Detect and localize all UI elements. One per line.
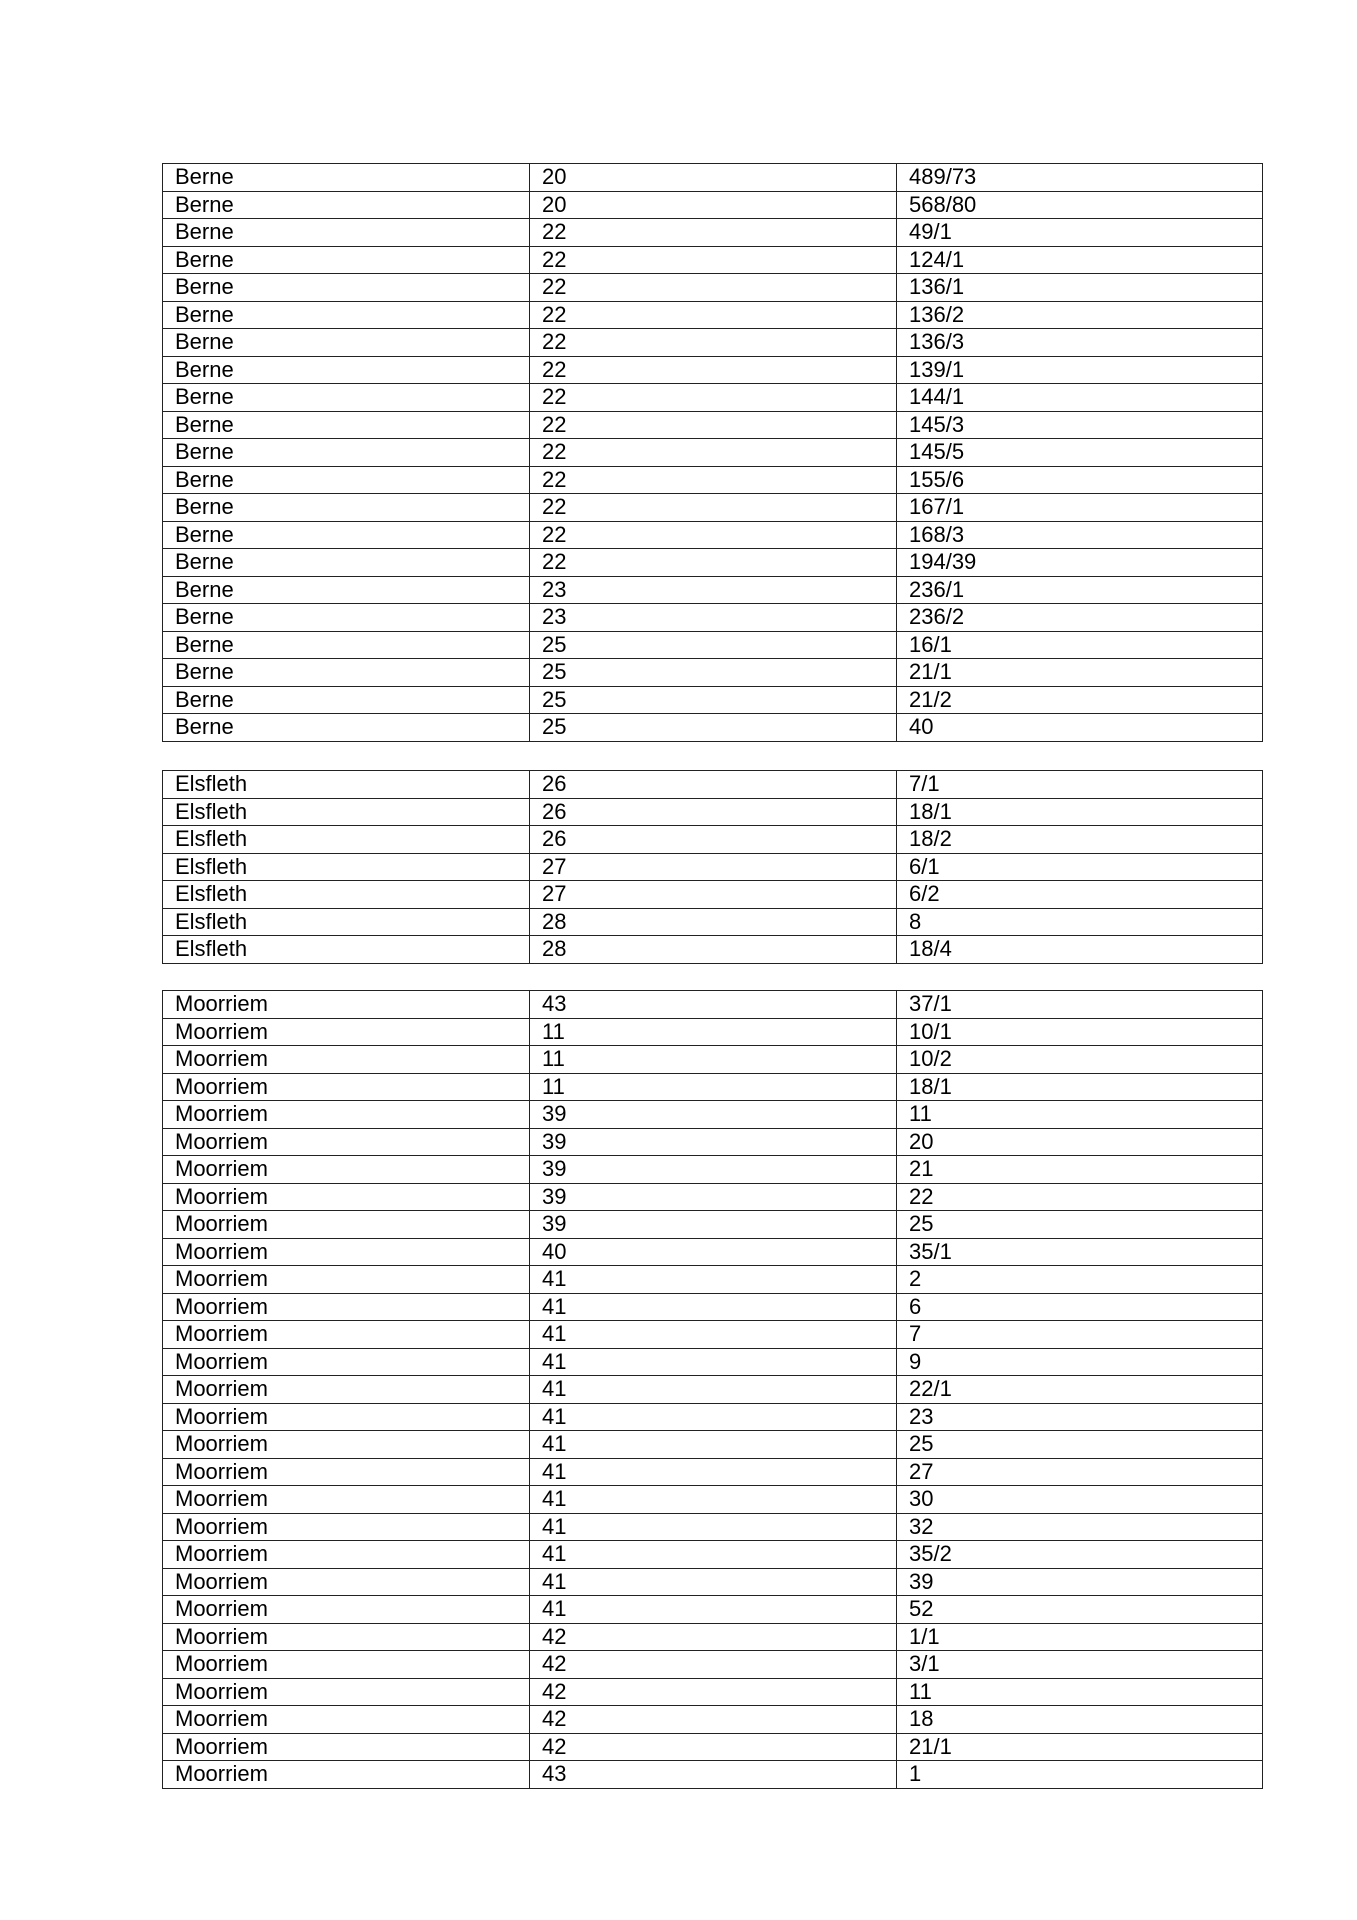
district-cell: Berne [163,274,530,302]
number-cell: 20 [530,191,897,219]
number-cell: 40 [530,1238,897,1266]
parcel-cell: 9 [897,1348,1263,1376]
number-cell: 22 [530,521,897,549]
parcel-cell: 35/2 [897,1541,1263,1569]
parcel-cell: 7/1 [897,771,1263,799]
number-cell: 22 [530,219,897,247]
district-cell: Berne [163,521,530,549]
table-row [163,1101,1263,1129]
table-row [163,356,1263,384]
table-row [163,659,1263,687]
district-cell: Moorriem [163,1348,530,1376]
number-cell: 28 [530,908,897,936]
table-row [163,576,1263,604]
parcel-cell: 1/1 [897,1623,1263,1651]
table-row [163,881,1263,909]
table-row [163,1568,1263,1596]
parcel-cell: 136/3 [897,329,1263,357]
parcel-cell: 10/2 [897,1046,1263,1074]
parcel-cell: 168/3 [897,521,1263,549]
parcel-cell: 489/73 [897,164,1263,192]
district-cell: Berne [163,329,530,357]
number-cell: 39 [530,1101,897,1129]
table-row [163,1046,1263,1074]
parcel-cell: 21/2 [897,686,1263,714]
table-row [163,329,1263,357]
parcel-cell: 16/1 [897,631,1263,659]
parcel-table-elsfleth [162,770,1263,964]
table-row [163,1266,1263,1294]
district-cell: Berne [163,549,530,577]
number-cell: 43 [530,991,897,1019]
district-cell: Berne [163,219,530,247]
table-row [163,1348,1263,1376]
table-row [163,301,1263,329]
parcel-cell: 37/1 [897,991,1263,1019]
parcel-cell: 136/2 [897,301,1263,329]
parcel-cell: 11 [897,1101,1263,1129]
number-cell: 22 [530,301,897,329]
district-cell: Moorriem [163,1321,530,1349]
parcel-cell: 10/1 [897,1018,1263,1046]
district-cell: Moorriem [163,1183,530,1211]
table-row [163,1211,1263,1239]
district-cell: Moorriem [163,1101,530,1129]
parcel-cell: 39 [897,1568,1263,1596]
number-cell: 22 [530,274,897,302]
number-cell: 22 [530,411,897,439]
district-cell: Berne [163,191,530,219]
number-cell: 27 [530,881,897,909]
district-cell: Moorriem [163,1486,530,1514]
number-cell: 11 [530,1073,897,1101]
parcel-cell: 18/1 [897,1073,1263,1101]
number-cell: 42 [530,1651,897,1679]
parcel-cell: 18 [897,1706,1263,1734]
number-cell: 22 [530,494,897,522]
district-cell: Elsfleth [163,908,530,936]
district-cell: Moorriem [163,1733,530,1761]
parcel-cell: 25 [897,1211,1263,1239]
number-cell: 25 [530,686,897,714]
number-cell: 22 [530,246,897,274]
number-cell: 28 [530,936,897,964]
parcel-cell: 1 [897,1761,1263,1789]
district-cell: Berne [163,494,530,522]
number-cell: 22 [530,549,897,577]
table-row [163,1018,1263,1046]
parcel-table-moorriem [162,990,1263,1789]
number-cell: 42 [530,1706,897,1734]
parcel-cell: 155/6 [897,466,1263,494]
number-cell: 25 [530,714,897,742]
district-cell: Moorriem [163,1073,530,1101]
table-row [163,936,1263,964]
number-cell: 22 [530,329,897,357]
parcel-cell: 52 [897,1596,1263,1624]
table-row [163,164,1263,192]
district-cell: Moorriem [163,1211,530,1239]
number-cell: 41 [530,1431,897,1459]
number-cell: 41 [530,1513,897,1541]
parcel-cell: 3/1 [897,1651,1263,1679]
parcel-cell: 139/1 [897,356,1263,384]
table-row [163,1541,1263,1569]
table-row [163,1156,1263,1184]
table-row [163,1733,1263,1761]
parcel-cell: 6 [897,1293,1263,1321]
table-row [163,1183,1263,1211]
district-cell: Elsfleth [163,881,530,909]
number-cell: 23 [530,604,897,632]
district-cell: Elsfleth [163,936,530,964]
table-row [163,1596,1263,1624]
number-cell: 42 [530,1733,897,1761]
number-cell: 41 [530,1348,897,1376]
table-row [163,274,1263,302]
parcel-cell: 27 [897,1458,1263,1486]
parcel-cell: 23 [897,1403,1263,1431]
table-row [163,686,1263,714]
table-row [163,466,1263,494]
table-row [163,1238,1263,1266]
district-cell: Moorriem [163,1376,530,1404]
district-cell: Elsfleth [163,853,530,881]
district-cell: Moorriem [163,1156,530,1184]
table-row [163,1651,1263,1679]
parcel-cell: 236/1 [897,576,1263,604]
number-cell: 25 [530,631,897,659]
district-cell: Moorriem [163,1458,530,1486]
district-cell: Moorriem [163,1678,530,1706]
table-row [163,714,1263,742]
district-cell: Moorriem [163,1541,530,1569]
district-cell: Elsfleth [163,771,530,799]
table-row [163,1458,1263,1486]
district-cell: Berne [163,686,530,714]
district-cell: Moorriem [163,1128,530,1156]
district-cell: Moorriem [163,1761,530,1789]
table-row [163,1321,1263,1349]
number-cell: 41 [530,1376,897,1404]
parcel-cell: 30 [897,1486,1263,1514]
table-row [163,439,1263,467]
number-cell: 23 [530,576,897,604]
district-cell: Berne [163,356,530,384]
district-cell: Moorriem [163,1706,530,1734]
table-row [163,521,1263,549]
number-cell: 11 [530,1018,897,1046]
number-cell: 22 [530,384,897,412]
number-cell: 26 [530,771,897,799]
number-cell: 22 [530,439,897,467]
parcel-cell: 32 [897,1513,1263,1541]
parcel-cell: 568/80 [897,191,1263,219]
number-cell: 41 [530,1568,897,1596]
parcel-cell: 2 [897,1266,1263,1294]
parcel-cell: 20 [897,1128,1263,1156]
number-cell: 39 [530,1128,897,1156]
parcel-cell: 144/1 [897,384,1263,412]
parcel-cell: 136/1 [897,274,1263,302]
district-cell: Berne [163,604,530,632]
table-row [163,1486,1263,1514]
district-cell: Berne [163,164,530,192]
table-row [163,1128,1263,1156]
table-row [163,411,1263,439]
number-cell: 39 [530,1183,897,1211]
parcel-cell: 21/1 [897,1733,1263,1761]
table-row [163,604,1263,632]
district-cell: Moorriem [163,1293,530,1321]
table-row [163,1073,1263,1101]
number-cell: 27 [530,853,897,881]
parcel-table-berne [162,163,1263,742]
district-cell: Elsfleth [163,826,530,854]
district-cell: Moorriem [163,1238,530,1266]
number-cell: 41 [530,1321,897,1349]
number-cell: 26 [530,826,897,854]
parcel-cell: 40 [897,714,1263,742]
parcel-cell: 18/1 [897,798,1263,826]
parcel-cell: 18/2 [897,826,1263,854]
district-cell: Moorriem [163,1568,530,1596]
district-cell: Berne [163,659,530,687]
parcel-cell: 167/1 [897,494,1263,522]
number-cell: 41 [530,1293,897,1321]
district-cell: Moorriem [163,1596,530,1624]
table-row [163,494,1263,522]
parcel-cell: 21 [897,1156,1263,1184]
table-row [163,191,1263,219]
number-cell: 26 [530,798,897,826]
parcel-cell: 11 [897,1678,1263,1706]
district-cell: Berne [163,714,530,742]
parcel-cell: 21/1 [897,659,1263,687]
table-row [163,798,1263,826]
parcel-cell: 6/2 [897,881,1263,909]
number-cell: 41 [530,1403,897,1431]
table-row [163,771,1263,799]
table-row [163,1623,1263,1651]
parcel-cell: 49/1 [897,219,1263,247]
number-cell: 22 [530,466,897,494]
parcel-cell: 236/2 [897,604,1263,632]
table-row [163,991,1263,1019]
parcel-cell: 22/1 [897,1376,1263,1404]
district-cell: Berne [163,246,530,274]
parcel-cell: 6/1 [897,853,1263,881]
number-cell: 39 [530,1156,897,1184]
district-cell: Moorriem [163,1018,530,1046]
table-row [163,1376,1263,1404]
parcel-cell: 25 [897,1431,1263,1459]
district-cell: Berne [163,466,530,494]
number-cell: 41 [530,1541,897,1569]
district-cell: Moorriem [163,1651,530,1679]
table-row [163,1403,1263,1431]
parcel-cell: 8 [897,908,1263,936]
table-row [163,853,1263,881]
number-cell: 11 [530,1046,897,1074]
district-cell: Elsfleth [163,798,530,826]
district-cell: Moorriem [163,1403,530,1431]
district-cell: Berne [163,301,530,329]
district-cell: Berne [163,631,530,659]
number-cell: 41 [530,1266,897,1294]
table-row [163,384,1263,412]
table-row [163,826,1263,854]
district-cell: Moorriem [163,1513,530,1541]
table-row [163,219,1263,247]
number-cell: 41 [530,1596,897,1624]
district-cell: Berne [163,576,530,604]
number-cell: 41 [530,1486,897,1514]
district-cell: Moorriem [163,1266,530,1294]
table-row [163,549,1263,577]
table-row [163,908,1263,936]
table-row [163,1293,1263,1321]
district-cell: Moorriem [163,1431,530,1459]
table-row [163,246,1263,274]
district-cell: Moorriem [163,991,530,1019]
table-row [163,1761,1263,1789]
number-cell: 41 [530,1458,897,1486]
parcel-cell: 7 [897,1321,1263,1349]
table-row [163,1706,1263,1734]
table-row [163,1431,1263,1459]
parcel-cell: 18/4 [897,936,1263,964]
parcel-cell: 194/39 [897,549,1263,577]
number-cell: 42 [530,1623,897,1651]
parcel-cell: 35/1 [897,1238,1263,1266]
parcel-cell: 22 [897,1183,1263,1211]
parcel-cell: 124/1 [897,246,1263,274]
district-cell: Moorriem [163,1046,530,1074]
table-row [163,1513,1263,1541]
number-cell: 22 [530,356,897,384]
parcel-cell: 145/5 [897,439,1263,467]
number-cell: 42 [530,1678,897,1706]
district-cell: Moorriem [163,1623,530,1651]
table-row [163,631,1263,659]
district-cell: Berne [163,439,530,467]
district-cell: Berne [163,411,530,439]
number-cell: 20 [530,164,897,192]
number-cell: 25 [530,659,897,687]
number-cell: 39 [530,1211,897,1239]
parcel-cell: 145/3 [897,411,1263,439]
district-cell: Berne [163,384,530,412]
table-row [163,1678,1263,1706]
number-cell: 43 [530,1761,897,1789]
